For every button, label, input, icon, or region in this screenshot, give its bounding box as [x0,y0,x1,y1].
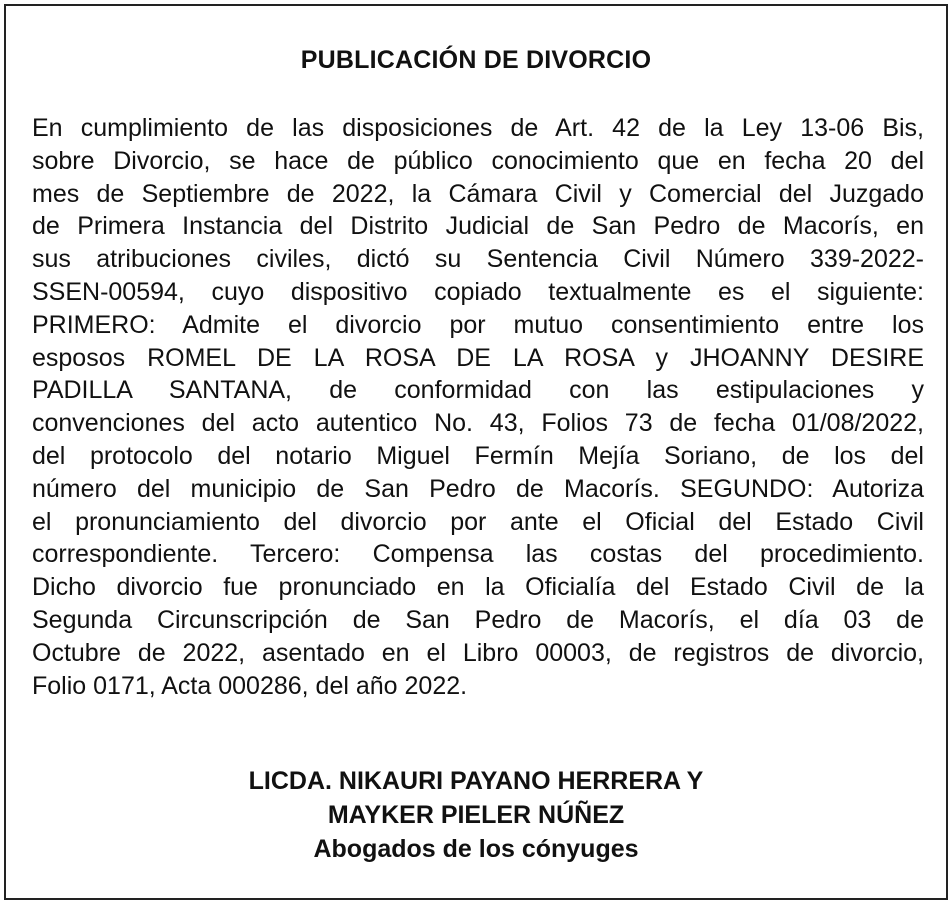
body-line: correspondiente. Tercero: Compensa las costas del procedimiento. [32,540,924,569]
body-line: de Primera Instancia del Distrito Judicial de San Pedro de Macorís, en [32,212,924,241]
body-line: sus atribuciones civiles, dictó su Sentencia Civil Número 339-2022- [32,245,924,274]
notice-title: PUBLICACIÓN DE DIVORCIO [300,46,652,74]
body-line-last: Folio 0171, Acta 000286, del año 2022. [32,671,468,700]
notice-body [32,112,924,702]
body-line: el pronunciamiento del divorcio por ante el Oficial del Estado Civil [32,507,924,536]
body-line: SSEN-00594, cuyo dispositivo copiado textualmente es el siguiente: [32,277,924,306]
divorce-notice [4,4,948,900]
body-line: del protocolo del notario Miguel Fermín Mejía Soriano, de los del [32,441,924,470]
body-line: En cumplimiento de las disposiciones de Art. 42 de la Ley 13-06 Bis, [32,114,924,142]
body-line: sobre Divorcio, se hace de público conocimiento que en fecha 20 del [32,146,924,175]
body-line: Dicho divorcio fue pronunciado en la Oficialía del Estado Civil de la [32,573,924,602]
signature-name-line1: LICDA. NIKAURI PAYANO HERRERA Y [248,767,704,795]
signature-role: Abogados de los cónyuges [313,835,639,863]
body-line: esposos ROMEL DE LA ROSA DE LA ROSA y JHOANNY DESIRE [32,343,924,372]
body-line: Octubre de 2022, asentado en el Libro 00003, de registros de divorcio, [32,638,924,667]
signature-block [6,764,946,866]
body-line: mes de Septiembre de 2022, la Cámara Civil y Comercial del Juzgado [32,179,924,208]
body-line: número del municipio de San Pedro de Macorís. SEGUNDO: Autoriza [32,474,924,503]
body-line: Segunda Circunscripción de San Pedro de Macorís, el día 03 de [32,605,924,634]
body-line: PRIMERO: Admite el divorcio por mutuo consentimiento entre los [32,310,924,339]
body-line: PADILLA SANTANA, de conformidad con las estipulaciones y [32,376,924,405]
body-line: convenciones del acto autentico No. 43, Folios 73 de fecha 01/08/2022, [32,409,924,438]
signature-name-line2: MAYKER PIELER NÚÑEZ [327,801,625,829]
